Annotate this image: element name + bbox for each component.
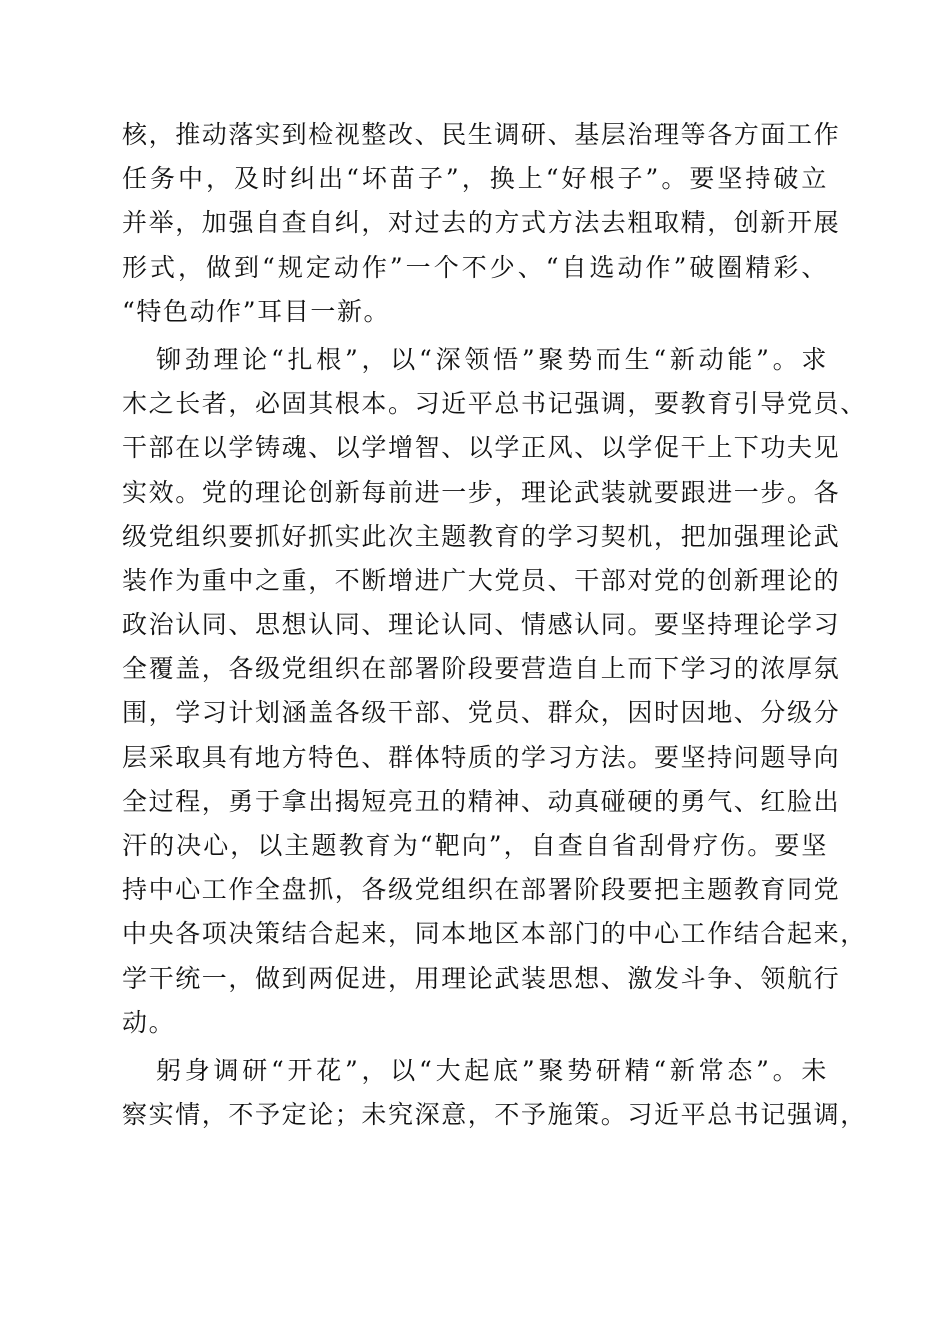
paragraph-2-line-15: 学干统一，做到两促进，用理论武装思想、激发斗争、领航行 <box>122 963 841 993</box>
paragraph-3-line-2: 察实情，不予定论；未究深意，不予施策。习近平总书记强调， <box>122 1100 867 1130</box>
paragraph-2-line-2: 木之长者，必固其根本。习近平总书记强调，要教育引导党员、 <box>122 389 867 419</box>
paragraph-2-line-10: 层采取具有地方特色、群体特质的学习方法。要坚持问题导向 <box>122 742 841 772</box>
paragraph-2-line-8: 全覆盖，各级党组织在部署阶段要营造自上而下学习的浓厚氛 <box>122 654 841 684</box>
paragraph-2-line-16: 动。 <box>122 1007 176 1037</box>
paragraph-1-line-2: 任务中，及时纠出“坏苗子”，换上“好根子”。要坚持破立 <box>122 164 828 194</box>
paragraph-2-line-14: 中央各项决策结合起来，同本地区本部门的中心工作结合起来， <box>122 919 867 949</box>
paragraph-2-line-3: 干部在以学铸魂、以学增智、以学正风、以学促干上下功夫见 <box>122 433 841 463</box>
paragraph-2-line-11: 全过程，勇于拿出揭短亮丑的精神、动真碰硬的勇气、红脸出 <box>122 786 841 816</box>
paragraph-2-line-1: 铆劲理论“扎根”，以“深领悟”聚势而生“新动能”。求 <box>156 344 828 374</box>
paragraph-1-line-4: 形式，做到“规定动作”一个不少、“自选动作”破圈精彩、 <box>122 252 828 282</box>
paragraph-2-line-5: 级党组织要抓好抓实此次主题教育的学习契机，把加强理论武 <box>122 521 841 551</box>
paragraph-2-line-7: 政治认同、思想认同、理论认同、情感认同。要坚持理论学习 <box>122 610 841 640</box>
body-text <box>122 113 867 1137</box>
paragraph-2-line-6: 装作为重中之重，不断增进广大党员、干部对党的创新理论的 <box>122 565 841 595</box>
paragraph-2-line-12: 汗的决心，以主题教育为“靶向”，自查自省刮骨疗伤。要坚 <box>122 831 828 860</box>
paragraph-1-line-5: “特色动作”耳目一新。 <box>122 296 391 326</box>
paragraph-1-line-3: 并举，加强自查自纠，对过去的方式方法去粗取精，创新开展 <box>122 208 841 238</box>
paragraph-2-line-9: 围，学习计划涵盖各级干部、党员、群众，因时因地、分级分 <box>122 698 841 728</box>
paragraph-1-line-1: 核，推动落实到检视整改、民生调研、基层治理等各方面工作 <box>122 120 841 149</box>
paragraph-2-line-13: 持中心工作全盘抓，各级党组织在部署阶段要把主题教育同党 <box>122 875 841 905</box>
paragraph-2-line-4: 实效。党的理论创新每前进一步，理论武装就要跟进一步。各 <box>122 477 841 507</box>
paragraph-3-line-1: 躬身调研“开花”，以“大起底”聚势研精“新常态”。未 <box>156 1055 828 1085</box>
